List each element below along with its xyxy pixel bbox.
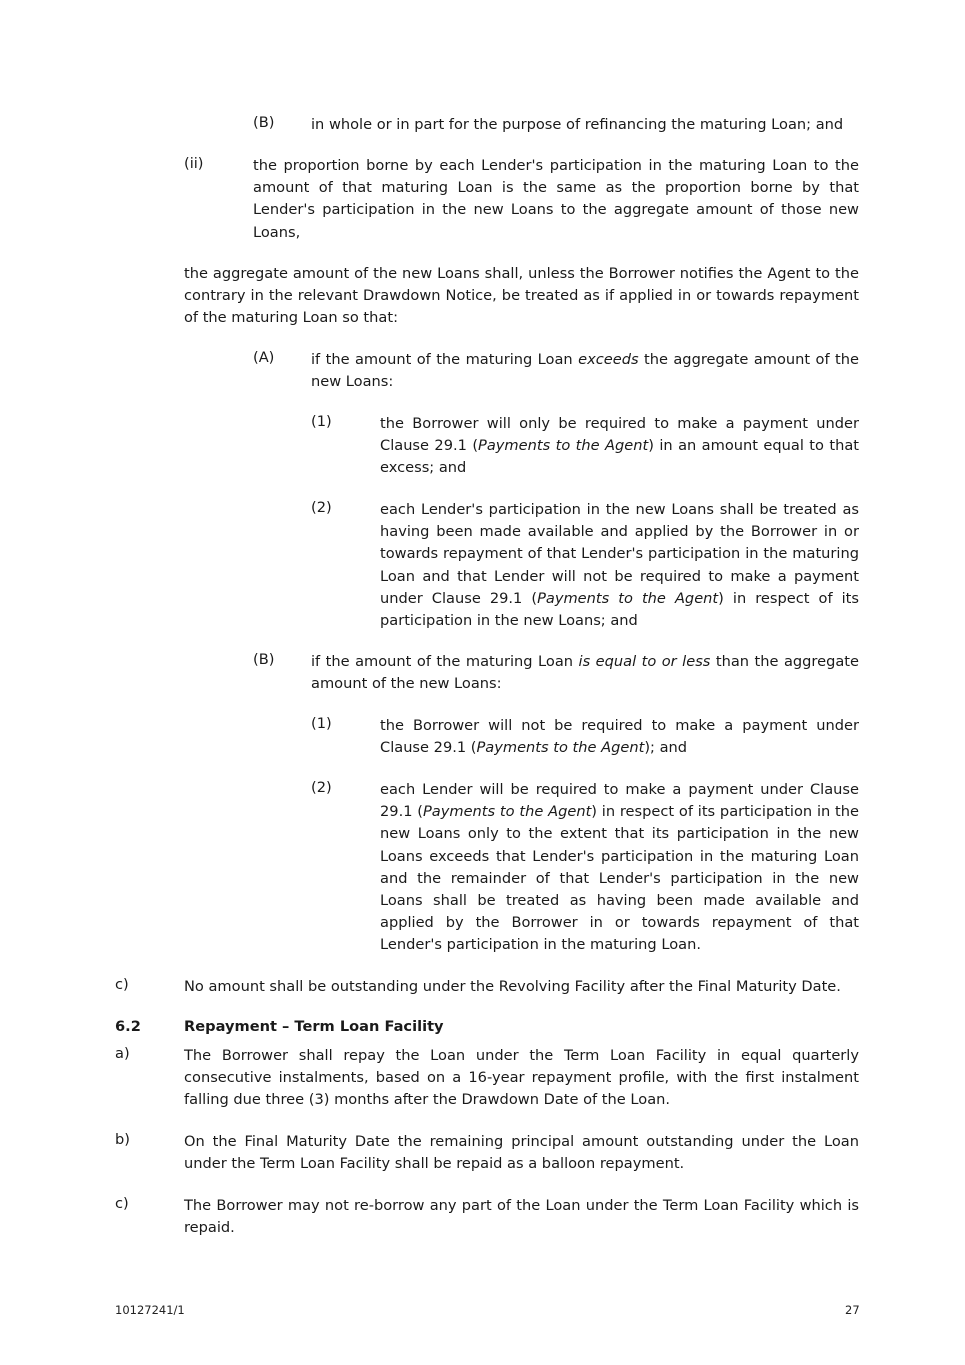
clause-text: No amount shall be outstanding under the Revolving Facility after the Final Maturity Date. [184, 978, 841, 995]
item-label: c) [115, 976, 129, 993]
item-label: (2) [311, 499, 332, 516]
item-label: (A) [253, 349, 275, 366]
item-label: (ii) [184, 155, 204, 172]
clause-text: in whole or in part for the purpose of refinancing the maturing Loan; and [311, 116, 844, 133]
clause-text: the aggregate amount of the new Loans shall, unless the Borrower notifies the Agent to the contrary in the relevant Drawdown Notice, be treated as if applied in or towards repayment of the maturing Loan so that: [184, 265, 859, 327]
item-label: a) [115, 1045, 130, 1062]
clause-text: The Borrower shall repay the Loan under the Term Loan Facility in equal quarterly consecutive instalments, based on a 16-year repayment profile, with the first instalment falling due three (3) months after the Drawdown Date of the Loan. [184, 1047, 859, 1109]
section-number: 6.2 [115, 1018, 141, 1035]
item-label: (1) [311, 413, 332, 430]
clause-text: if the amount of the maturing Loan is equal to or less than the aggregate amount of the new Loans: [311, 653, 859, 693]
item-label: (B) [253, 114, 275, 131]
item-label: c) [115, 1195, 129, 1212]
clause-text: the Borrower will only be required to make a payment under Clause 29.1 (Payments to the Agent) in an amount equal to that excess; and [380, 415, 860, 477]
clause-text: the proportion borne by each Lender's participation in the maturing Loan to the amount of that maturing Loan is the same as the proportion borne by that Lender's participation in the new Loans to the aggregate amount of those new Loans, [253, 157, 859, 241]
clause-text: each Lender's participation in the new Loans shall be treated as having been made available and applied by the Borrower in or towards repayment of that Lender's participation in the maturing Loan and that Lender will not be required to make a payment under Clause 29.1 (Payments to the Agent) in respect of its participation in the new Loans; and [380, 501, 860, 630]
clause-text: if the amount of the maturing Loan exceeds the aggregate amount of the new Loans: [311, 351, 859, 391]
clause-text: The Borrower may not re-borrow any part of the Loan under the Term Loan Facility which is repaid. [184, 1197, 859, 1237]
page-number: 27 [845, 1303, 860, 1317]
item-label: (B) [253, 651, 275, 668]
document-reference: 10127241/1 [115, 1303, 185, 1317]
clause-text: each Lender will be required to make a payment under Clause 29.1 (Payments to the Agent) in respect of its participation in the new Loans only to the extent that its participation in the new Loans exceeds that Lender's participation in the maturing Loan and the remainder of that Lender's participation in the new Loans shall be treated as having been made available and applied by the Borrower in or towards repayment of that Lender's participation in the maturing Loan. [380, 781, 859, 954]
section-title: Repayment – Term Loan Facility [184, 1018, 444, 1035]
clause-text: On the Final Maturity Date the remaining principal amount outstanding under the Loan under the Term Loan Facility shall be repaid as a balloon repayment. [184, 1133, 859, 1173]
clause-text: the Borrower will not be required to make a payment under Clause 29.1 (Payments to the Agent); and [380, 717, 859, 757]
item-label: (1) [311, 715, 332, 732]
item-label: b) [115, 1131, 130, 1148]
item-label: (2) [311, 779, 332, 796]
